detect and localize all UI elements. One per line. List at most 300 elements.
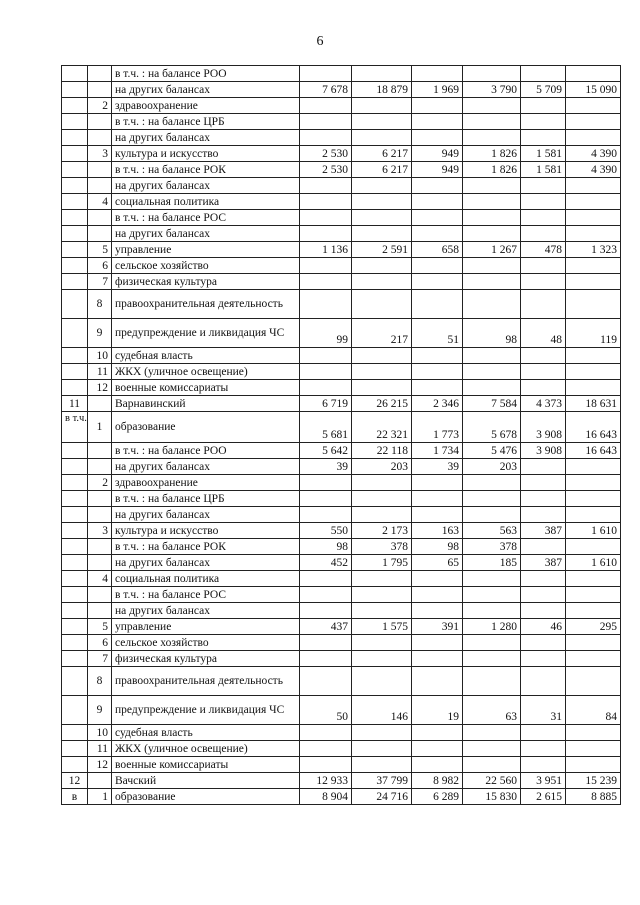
value-cell-col-6 bbox=[566, 475, 621, 491]
row-item-number bbox=[88, 555, 112, 571]
row-section-number bbox=[62, 226, 88, 242]
row-item-number bbox=[88, 587, 112, 603]
value-cell-col-6 bbox=[566, 725, 621, 741]
value-cell-col-6 bbox=[566, 130, 621, 146]
row-section-number bbox=[62, 491, 88, 507]
value-cell-col-2 bbox=[352, 114, 412, 130]
value-cell-col-6 bbox=[566, 635, 621, 651]
row-item-number: 10 bbox=[88, 725, 112, 741]
table-row bbox=[62, 178, 621, 194]
row-name: здравоохранение bbox=[112, 475, 300, 491]
value-cell-col-4 bbox=[463, 475, 521, 491]
table-row bbox=[62, 789, 621, 805]
value-cell-col-5: 1 581 bbox=[521, 162, 566, 178]
value-cell-col-5: 31 bbox=[521, 696, 566, 725]
row-section-number bbox=[62, 555, 88, 571]
table-row bbox=[62, 555, 621, 571]
value-cell-col-4: 5 678 bbox=[463, 412, 521, 443]
row-section-number bbox=[62, 507, 88, 523]
value-cell-col-2: 6 217 bbox=[352, 146, 412, 162]
value-cell-col-6: 119 bbox=[566, 319, 621, 348]
value-cell-col-5 bbox=[521, 66, 566, 82]
table-row bbox=[62, 364, 621, 380]
table-row bbox=[62, 507, 621, 523]
row-section-number bbox=[62, 348, 88, 364]
value-cell-col-6 bbox=[566, 741, 621, 757]
row-item-number: 3 bbox=[88, 523, 112, 539]
value-cell-col-1: 550 bbox=[300, 523, 352, 539]
value-cell-col-4: 5 476 bbox=[463, 443, 521, 459]
value-cell-col-1 bbox=[300, 507, 352, 523]
row-section-number bbox=[62, 587, 88, 603]
value-cell-col-4: 1 280 bbox=[463, 619, 521, 635]
value-cell-col-5 bbox=[521, 459, 566, 475]
row-name: на других балансах bbox=[112, 603, 300, 619]
row-name: Вачский bbox=[112, 773, 300, 789]
value-cell-col-4: 1 826 bbox=[463, 162, 521, 178]
table-row bbox=[62, 459, 621, 475]
table-row bbox=[62, 162, 621, 178]
value-cell-col-5: 478 bbox=[521, 242, 566, 258]
value-cell-col-1 bbox=[300, 258, 352, 274]
value-cell-col-2 bbox=[352, 66, 412, 82]
table-row bbox=[62, 98, 621, 114]
value-cell-col-3 bbox=[412, 635, 463, 651]
value-cell-col-3 bbox=[412, 178, 463, 194]
value-cell-col-6: 16 643 bbox=[566, 412, 621, 443]
row-name: сельское хозяйство bbox=[112, 635, 300, 651]
value-cell-col-1 bbox=[300, 475, 352, 491]
row-name: военные комиссариаты bbox=[112, 380, 300, 396]
row-name: в т.ч. : на балансе РОО bbox=[112, 66, 300, 82]
value-cell-col-2: 378 bbox=[352, 539, 412, 555]
value-cell-col-1 bbox=[300, 587, 352, 603]
value-cell-col-3 bbox=[412, 507, 463, 523]
value-cell-col-2 bbox=[352, 348, 412, 364]
row-item-number: 9 bbox=[88, 696, 112, 725]
table-row bbox=[62, 635, 621, 651]
row-item-number: 1 bbox=[88, 789, 112, 805]
row-name: управление bbox=[112, 619, 300, 635]
value-cell-col-5: 3 951 bbox=[521, 773, 566, 789]
table-row bbox=[62, 226, 621, 242]
value-cell-col-6 bbox=[566, 274, 621, 290]
row-name: в т.ч. : на балансе ЦРБ bbox=[112, 114, 300, 130]
value-cell-col-4 bbox=[463, 603, 521, 619]
value-cell-col-1 bbox=[300, 98, 352, 114]
row-section-number bbox=[62, 162, 88, 178]
value-cell-col-3: 949 bbox=[412, 162, 463, 178]
row-item-number bbox=[88, 396, 112, 412]
value-cell-col-2: 203 bbox=[352, 459, 412, 475]
value-cell-col-6 bbox=[566, 66, 621, 82]
value-cell-col-1: 99 bbox=[300, 319, 352, 348]
row-section-number bbox=[62, 603, 88, 619]
value-cell-col-6: 4 390 bbox=[566, 146, 621, 162]
row-section-number: в bbox=[62, 789, 88, 805]
value-cell-col-1: 98 bbox=[300, 539, 352, 555]
row-item-number bbox=[88, 178, 112, 194]
value-cell-col-4: 7 584 bbox=[463, 396, 521, 412]
row-section-number bbox=[62, 475, 88, 491]
row-name: культура и искусство bbox=[112, 523, 300, 539]
table-row bbox=[62, 380, 621, 396]
value-cell-col-2 bbox=[352, 210, 412, 226]
value-cell-col-6: 8 885 bbox=[566, 789, 621, 805]
value-cell-col-5 bbox=[521, 258, 566, 274]
value-cell-col-1 bbox=[300, 348, 352, 364]
value-cell-col-6: 1 323 bbox=[566, 242, 621, 258]
value-cell-col-1: 50 bbox=[300, 696, 352, 725]
value-cell-col-2 bbox=[352, 258, 412, 274]
row-item-number bbox=[88, 507, 112, 523]
row-name: ЖКХ (уличное освещение) bbox=[112, 364, 300, 380]
value-cell-col-4: 98 bbox=[463, 319, 521, 348]
table-row bbox=[62, 523, 621, 539]
value-cell-col-5 bbox=[521, 114, 566, 130]
value-cell-col-3 bbox=[412, 603, 463, 619]
row-item-number: 8 bbox=[88, 290, 112, 319]
value-cell-col-3 bbox=[412, 274, 463, 290]
value-cell-col-6 bbox=[566, 757, 621, 773]
value-cell-col-5: 4 373 bbox=[521, 396, 566, 412]
value-cell-col-3 bbox=[412, 571, 463, 587]
value-cell-col-4: 15 830 bbox=[463, 789, 521, 805]
value-cell-col-1 bbox=[300, 667, 352, 696]
row-name: в т.ч. : на балансе РОО bbox=[112, 443, 300, 459]
value-cell-col-6: 295 bbox=[566, 619, 621, 635]
row-name: на других балансах bbox=[112, 555, 300, 571]
value-cell-col-3: 1 734 bbox=[412, 443, 463, 459]
value-cell-col-6 bbox=[566, 364, 621, 380]
table-row bbox=[62, 258, 621, 274]
value-cell-col-3 bbox=[412, 364, 463, 380]
budget-table bbox=[61, 65, 621, 805]
row-item-number: 5 bbox=[88, 619, 112, 635]
value-cell-col-2: 37 799 bbox=[352, 773, 412, 789]
value-cell-col-4 bbox=[463, 667, 521, 696]
table-row bbox=[62, 773, 621, 789]
value-cell-col-5 bbox=[521, 475, 566, 491]
value-cell-col-3: 391 bbox=[412, 619, 463, 635]
value-cell-col-2: 6 217 bbox=[352, 162, 412, 178]
value-cell-col-2 bbox=[352, 635, 412, 651]
table-row bbox=[62, 290, 621, 319]
value-cell-col-3 bbox=[412, 210, 463, 226]
value-cell-col-4 bbox=[463, 194, 521, 210]
value-cell-col-1 bbox=[300, 66, 352, 82]
row-section-number bbox=[62, 443, 88, 459]
value-cell-col-6 bbox=[566, 587, 621, 603]
value-cell-col-4: 63 bbox=[463, 696, 521, 725]
value-cell-col-6 bbox=[566, 667, 621, 696]
table-row bbox=[62, 475, 621, 491]
value-cell-col-3: 8 982 bbox=[412, 773, 463, 789]
value-cell-col-4 bbox=[463, 571, 521, 587]
row-item-number: 3 bbox=[88, 146, 112, 162]
row-item-number: 9 bbox=[88, 319, 112, 348]
value-cell-col-5: 387 bbox=[521, 523, 566, 539]
table-row bbox=[62, 539, 621, 555]
value-cell-col-2 bbox=[352, 364, 412, 380]
value-cell-col-4 bbox=[463, 98, 521, 114]
value-cell-col-3 bbox=[412, 194, 463, 210]
table-row bbox=[62, 757, 621, 773]
value-cell-col-6 bbox=[566, 178, 621, 194]
value-cell-col-2 bbox=[352, 98, 412, 114]
row-name: на других балансах bbox=[112, 82, 300, 98]
row-section-number bbox=[62, 146, 88, 162]
value-cell-col-4 bbox=[463, 114, 521, 130]
value-cell-col-5: 46 bbox=[521, 619, 566, 635]
row-name: судебная власть bbox=[112, 725, 300, 741]
value-cell-col-3: 2 346 bbox=[412, 396, 463, 412]
value-cell-col-4 bbox=[463, 491, 521, 507]
value-cell-col-6 bbox=[566, 539, 621, 555]
row-section-number bbox=[62, 667, 88, 696]
value-cell-col-5 bbox=[521, 210, 566, 226]
value-cell-col-1: 39 bbox=[300, 459, 352, 475]
value-cell-col-1 bbox=[300, 757, 352, 773]
value-cell-col-6 bbox=[566, 348, 621, 364]
row-section-number bbox=[62, 725, 88, 741]
row-item-number: 2 bbox=[88, 475, 112, 491]
value-cell-col-5 bbox=[521, 667, 566, 696]
row-section-number bbox=[62, 274, 88, 290]
table-row bbox=[62, 194, 621, 210]
row-section-number bbox=[62, 635, 88, 651]
value-cell-col-4: 185 bbox=[463, 555, 521, 571]
value-cell-col-3 bbox=[412, 348, 463, 364]
table-row bbox=[62, 210, 621, 226]
value-cell-col-1 bbox=[300, 725, 352, 741]
value-cell-col-3: 949 bbox=[412, 146, 463, 162]
value-cell-col-4: 1 267 bbox=[463, 242, 521, 258]
table-row bbox=[62, 242, 621, 258]
value-cell-col-4 bbox=[463, 741, 521, 757]
value-cell-col-3: 65 bbox=[412, 555, 463, 571]
value-cell-col-4 bbox=[463, 651, 521, 667]
value-cell-col-1: 1 136 bbox=[300, 242, 352, 258]
row-section-number bbox=[62, 757, 88, 773]
value-cell-col-2: 22 118 bbox=[352, 443, 412, 459]
value-cell-col-3 bbox=[412, 226, 463, 242]
value-cell-col-4 bbox=[463, 364, 521, 380]
row-section-number: в т.ч. bbox=[62, 412, 88, 443]
value-cell-col-5: 1 581 bbox=[521, 146, 566, 162]
value-cell-col-3: 39 bbox=[412, 459, 463, 475]
table-row bbox=[62, 696, 621, 725]
row-section-number bbox=[62, 290, 88, 319]
value-cell-col-4 bbox=[463, 210, 521, 226]
value-cell-col-4: 563 bbox=[463, 523, 521, 539]
row-item-number: 12 bbox=[88, 757, 112, 773]
row-section-number bbox=[62, 696, 88, 725]
row-item-number bbox=[88, 491, 112, 507]
value-cell-col-6 bbox=[566, 258, 621, 274]
value-cell-col-2 bbox=[352, 274, 412, 290]
row-item-number: 1 bbox=[88, 412, 112, 443]
value-cell-col-4 bbox=[463, 130, 521, 146]
value-cell-col-2: 1 795 bbox=[352, 555, 412, 571]
table-row bbox=[62, 725, 621, 741]
value-cell-col-6 bbox=[566, 226, 621, 242]
row-section-number bbox=[62, 194, 88, 210]
value-cell-col-1: 2 530 bbox=[300, 146, 352, 162]
value-cell-col-1 bbox=[300, 603, 352, 619]
value-cell-col-4 bbox=[463, 635, 521, 651]
value-cell-col-5: 3 908 bbox=[521, 412, 566, 443]
value-cell-col-3: 51 bbox=[412, 319, 463, 348]
row-section-number bbox=[62, 539, 88, 555]
row-name: предупреждение и ликвидация ЧС bbox=[112, 696, 300, 725]
value-cell-col-1: 8 904 bbox=[300, 789, 352, 805]
value-cell-col-6 bbox=[566, 380, 621, 396]
table-row bbox=[62, 130, 621, 146]
table-row bbox=[62, 146, 621, 162]
value-cell-col-4: 22 560 bbox=[463, 773, 521, 789]
row-name: ЖКХ (уличное освещение) bbox=[112, 741, 300, 757]
row-section-number bbox=[62, 82, 88, 98]
value-cell-col-3 bbox=[412, 651, 463, 667]
value-cell-col-1 bbox=[300, 651, 352, 667]
row-section-number bbox=[62, 380, 88, 396]
row-item-number: 4 bbox=[88, 194, 112, 210]
row-item-number: 5 bbox=[88, 242, 112, 258]
table-row bbox=[62, 82, 621, 98]
value-cell-col-5: 3 908 bbox=[521, 443, 566, 459]
value-cell-col-5: 2 615 bbox=[521, 789, 566, 805]
row-section-number bbox=[62, 210, 88, 226]
value-cell-col-3: 163 bbox=[412, 523, 463, 539]
row-item-number bbox=[88, 226, 112, 242]
value-cell-col-2 bbox=[352, 667, 412, 696]
row-item-number bbox=[88, 114, 112, 130]
value-cell-col-3: 1 773 bbox=[412, 412, 463, 443]
value-cell-col-6 bbox=[566, 651, 621, 667]
row-item-number: 6 bbox=[88, 635, 112, 651]
value-cell-col-5 bbox=[521, 635, 566, 651]
row-name: социальная политика bbox=[112, 571, 300, 587]
value-cell-col-5: 5 709 bbox=[521, 82, 566, 98]
row-name: на других балансах bbox=[112, 178, 300, 194]
row-item-number bbox=[88, 162, 112, 178]
value-cell-col-5 bbox=[521, 130, 566, 146]
row-section-number bbox=[62, 114, 88, 130]
value-cell-col-4 bbox=[463, 290, 521, 319]
row-name: образование bbox=[112, 412, 300, 443]
row-section-number bbox=[62, 258, 88, 274]
row-name: на других балансах bbox=[112, 459, 300, 475]
value-cell-col-5 bbox=[521, 98, 566, 114]
value-cell-col-4: 203 bbox=[463, 459, 521, 475]
value-cell-col-3 bbox=[412, 290, 463, 319]
value-cell-col-1 bbox=[300, 226, 352, 242]
row-name: на других балансах bbox=[112, 130, 300, 146]
row-item-number: 12 bbox=[88, 380, 112, 396]
value-cell-col-2: 2 173 bbox=[352, 523, 412, 539]
value-cell-col-2 bbox=[352, 226, 412, 242]
value-cell-col-1 bbox=[300, 274, 352, 290]
table-row bbox=[62, 396, 621, 412]
value-cell-col-1 bbox=[300, 178, 352, 194]
row-item-number bbox=[88, 443, 112, 459]
value-cell-col-4 bbox=[463, 258, 521, 274]
value-cell-col-6 bbox=[566, 571, 621, 587]
value-cell-col-5 bbox=[521, 507, 566, 523]
value-cell-col-6 bbox=[566, 210, 621, 226]
value-cell-col-6 bbox=[566, 491, 621, 507]
value-cell-col-6 bbox=[566, 98, 621, 114]
row-name: военные комиссариаты bbox=[112, 757, 300, 773]
value-cell-col-2 bbox=[352, 725, 412, 741]
row-item-number bbox=[88, 773, 112, 789]
value-cell-col-3 bbox=[412, 98, 463, 114]
value-cell-col-3 bbox=[412, 741, 463, 757]
value-cell-col-3: 6 289 bbox=[412, 789, 463, 805]
value-cell-col-1 bbox=[300, 741, 352, 757]
row-item-number bbox=[88, 603, 112, 619]
row-section-number bbox=[62, 741, 88, 757]
value-cell-col-2: 18 879 bbox=[352, 82, 412, 98]
value-cell-col-4: 378 bbox=[463, 539, 521, 555]
row-item-number bbox=[88, 130, 112, 146]
value-cell-col-4 bbox=[463, 380, 521, 396]
value-cell-col-5 bbox=[521, 380, 566, 396]
value-cell-col-5: 387 bbox=[521, 555, 566, 571]
value-cell-col-2 bbox=[352, 194, 412, 210]
value-cell-col-1: 2 530 bbox=[300, 162, 352, 178]
value-cell-col-2: 24 716 bbox=[352, 789, 412, 805]
value-cell-col-2: 22 321 bbox=[352, 412, 412, 443]
value-cell-col-4 bbox=[463, 274, 521, 290]
table-row bbox=[62, 587, 621, 603]
row-section-number bbox=[62, 651, 88, 667]
row-item-number: 11 bbox=[88, 741, 112, 757]
table-row bbox=[62, 443, 621, 459]
table-row bbox=[62, 741, 621, 757]
value-cell-col-6: 18 631 bbox=[566, 396, 621, 412]
value-cell-col-4 bbox=[463, 226, 521, 242]
value-cell-col-6: 15 090 bbox=[566, 82, 621, 98]
value-cell-col-1 bbox=[300, 635, 352, 651]
value-cell-col-6: 4 390 bbox=[566, 162, 621, 178]
table-row bbox=[62, 571, 621, 587]
value-cell-col-2 bbox=[352, 491, 412, 507]
value-cell-col-5 bbox=[521, 178, 566, 194]
value-cell-col-3 bbox=[412, 667, 463, 696]
row-item-number bbox=[88, 82, 112, 98]
value-cell-col-6 bbox=[566, 603, 621, 619]
table-row bbox=[62, 651, 621, 667]
row-section-number bbox=[62, 242, 88, 258]
value-cell-col-3 bbox=[412, 66, 463, 82]
value-cell-col-5 bbox=[521, 651, 566, 667]
value-cell-col-5 bbox=[521, 603, 566, 619]
value-cell-col-4 bbox=[463, 587, 521, 603]
row-item-number: 4 bbox=[88, 571, 112, 587]
value-cell-col-2 bbox=[352, 507, 412, 523]
value-cell-col-6: 15 239 bbox=[566, 773, 621, 789]
row-name: Варнавинский bbox=[112, 396, 300, 412]
row-item-number bbox=[88, 210, 112, 226]
row-name: правоохранительная деятельность bbox=[112, 290, 300, 319]
row-item-number: 7 bbox=[88, 651, 112, 667]
value-cell-col-6 bbox=[566, 459, 621, 475]
row-section-number bbox=[62, 571, 88, 587]
value-cell-col-3: 658 bbox=[412, 242, 463, 258]
row-section-number bbox=[62, 619, 88, 635]
